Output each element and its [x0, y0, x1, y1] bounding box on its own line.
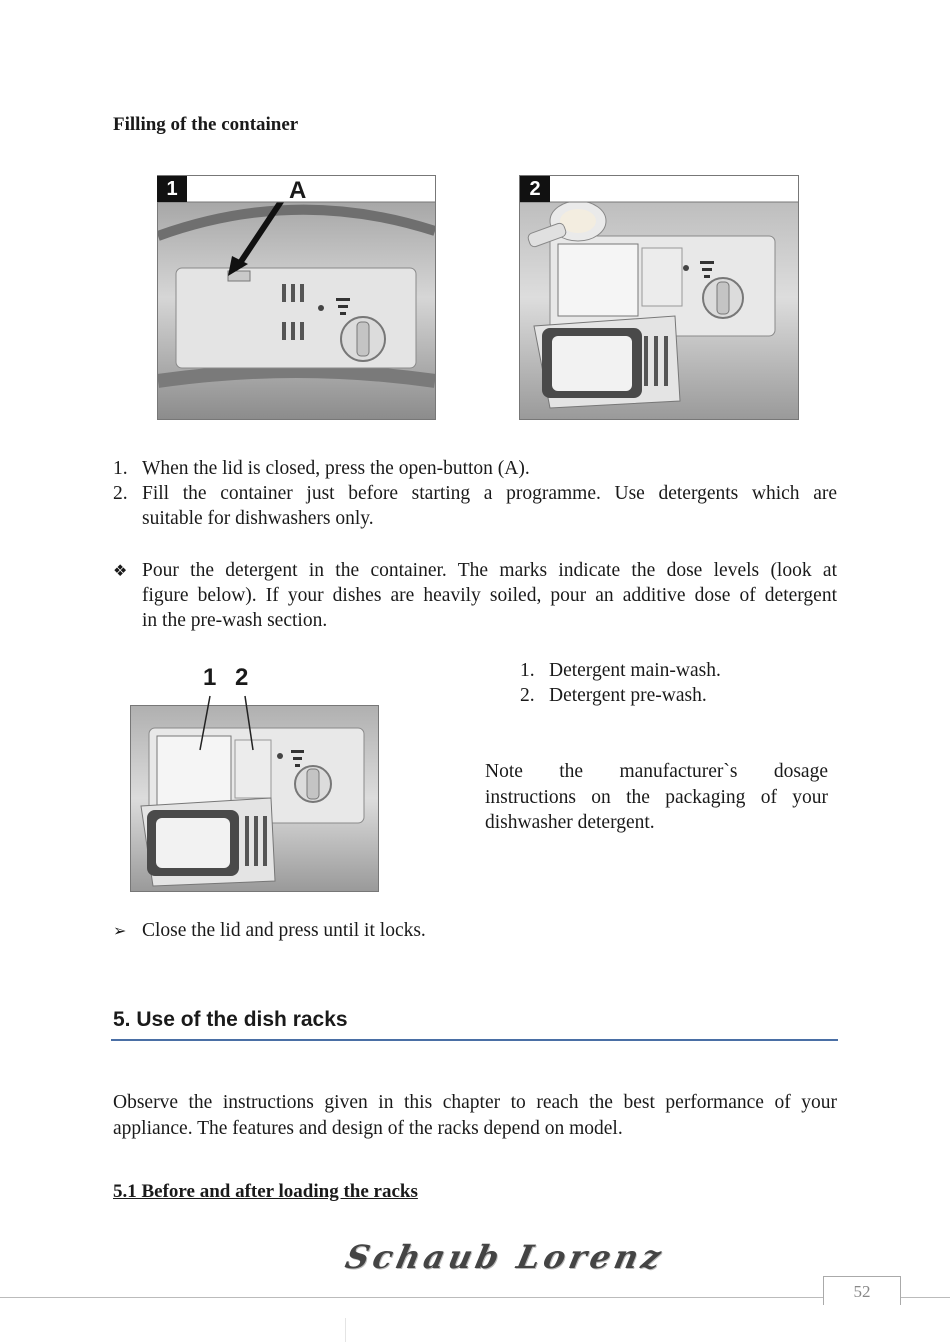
- note-line: instructions on the packaging of your: [485, 786, 828, 808]
- footer-rule: [0, 1297, 950, 1298]
- bullet-line: Pour the detergent in the container. The marks indicate the dose levels (look at: [142, 560, 837, 581]
- step-list: [113, 456, 837, 536]
- step-text-line: Fill the container just before starting a programme. Use detergents which are: [142, 483, 837, 504]
- dosage-note: [485, 759, 828, 839]
- chapter-rule: [111, 1039, 838, 1041]
- dose-item: [520, 658, 840, 684]
- bullet-close-lid: [113, 918, 837, 944]
- figure-3-label-1: 1: [203, 664, 217, 691]
- dose-text: Detergent pre-wash.: [549, 685, 707, 706]
- page-number: 52: [853, 1282, 871, 1301]
- subheading: 5.1 Before and after loading the racks: [113, 1181, 418, 1202]
- bullet-text: Close the lid and press until it locks.: [142, 920, 426, 941]
- figure-1-photo: [157, 175, 436, 420]
- note-line: Note the manufacturer`s dosage: [485, 761, 828, 782]
- figure-3-labels: [200, 664, 270, 694]
- figure-2-photo: [519, 175, 799, 420]
- dose-text: Detergent main-wash.: [549, 660, 721, 681]
- dishwasher-door-closed-illustration: [158, 176, 435, 419]
- diamond-bullet-icon: ❖: [113, 561, 128, 580]
- dose-number: 2.: [520, 685, 535, 706]
- figure-1-callout: A: [289, 177, 307, 204]
- step-number: 1.: [113, 458, 128, 479]
- bullet-line: figure below). If your dishes are heavily soiled, pour an additive dose of detergent: [142, 585, 837, 606]
- footer-tick: [345, 1318, 346, 1342]
- page-number-box: [823, 1276, 901, 1305]
- figure-3-leader-lines: [190, 692, 270, 752]
- figure-3-label-2: 2: [235, 664, 249, 691]
- figure-2-badge: 2: [520, 176, 550, 202]
- intro-line: appliance. The features and design of the racks depend on model.: [113, 1117, 623, 1139]
- dose-number: 1.: [520, 660, 535, 681]
- bullet-paragraph: [113, 558, 837, 638]
- step-text: When the lid is closed, press the open-button (A).: [142, 458, 530, 479]
- dose-list: [520, 658, 840, 710]
- step-item: [113, 481, 837, 533]
- step-text-line: suitable for dishwashers only.: [142, 508, 374, 529]
- intro-line: Observe the instructions given in this chapter to reach the best performance of your: [113, 1092, 837, 1113]
- dishwasher-dispenser-open-illustration: [520, 176, 798, 419]
- dose-item: [520, 683, 840, 709]
- brand-logo: Schaub Lorenz: [342, 1238, 669, 1276]
- step-number: 2.: [113, 483, 128, 504]
- arrow-bullet-icon: ➢: [113, 921, 127, 940]
- bullet-line: in the pre-wash section.: [142, 610, 328, 631]
- figure-1-badge: 1: [157, 176, 187, 202]
- note-line: dishwasher detergent.: [485, 812, 655, 833]
- intro-paragraph: [113, 1090, 837, 1142]
- step-item: [113, 456, 837, 482]
- section-title: Filling of the container: [113, 114, 299, 135]
- chapter-heading: 5. Use of the dish racks: [113, 1008, 348, 1031]
